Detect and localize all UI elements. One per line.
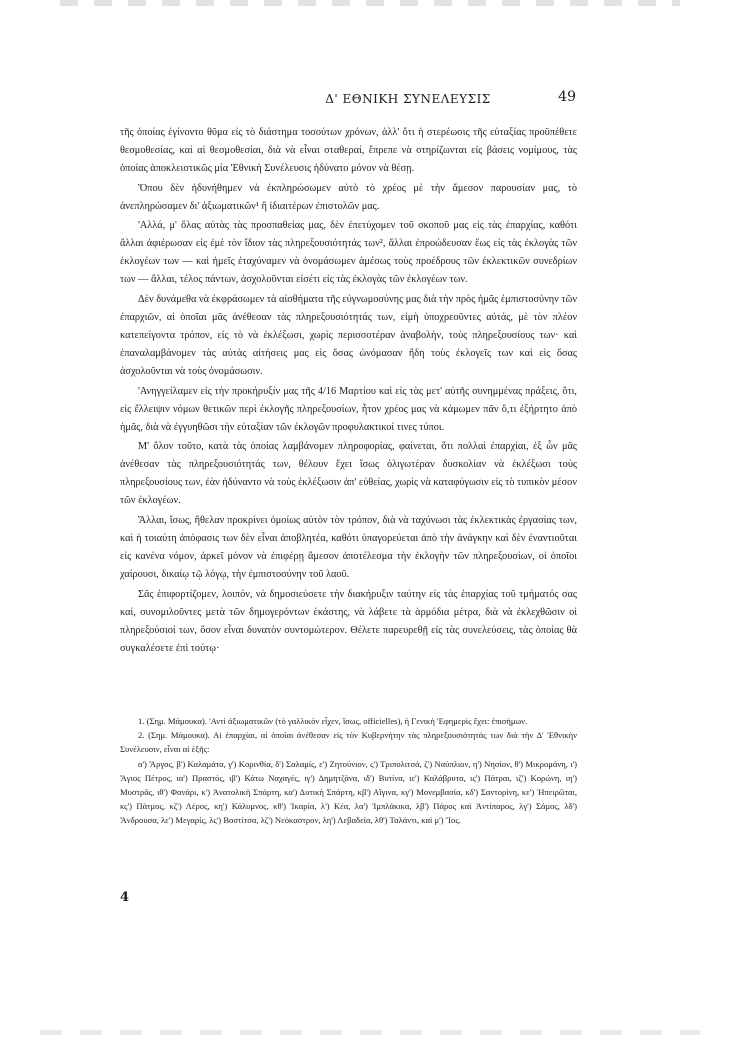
footnotes [120,714,577,828]
paragraph-2: Ὅπου δὲν ἠδυνήθημεν νὰ ἐκπληρώσωμεν αὐτὸ τὸ χρέος μὲ τὴν ἄμεσον παρουσίαν μας, τὸ ἀνεπληρώσαμεν δι' ἀξιωματικῶν¹ ἢ ἰδιαιτέρων ἐπιστολῶν μας. [120,182,577,212]
paragraph-1: τῆς ὁποίας ἐγίνοντο θῦμα εἰς τὸ διάστημα τοσούτων χρόνων, ἀλλ' ὅτι ἡ στερέωσις τῆς εὐταξίας προϋπέθετε θεσμοθεσίας, καὶ αἱ θεσμοθεσίαι, διὰ νὰ εἶναι σταθεραί, ἔπρεπε νὰ στηρίζωνται εἰς βάσεις νομίμους, τὰς ὁποίας ἀποκλειστικῶς μία 'Εθνικὴ Συνέλευσις ἠδύνατο μόνον νὰ θέσῃ. [120,127,577,175]
page-number: 49 [558,89,576,105]
paragraph-6: Μ' ὅλον τοῦτο, κατὰ τὰς ὁποίας λαμβάνομεν πληροφορίας, φαίνεται, ὅτι πολλαὶ ἐπαρχίαι, ἐξ ὧν μᾶς ἀνέθεσαν τὰς πληρεξουσιότητάς των, θέλουν ἔχει ἴσως ὀλιγωτέραν δυσκολίαν νὰ ἐκλέξωσι τοὺς πληρεξουσίους των, ἐὰν ἠδύναντο νὰ τοὺς ἐκλέξωσιν ἀπ' εὐθείας, χωρὶς νὰ καταφύγωσιν εἰς τὸ τυπικὸν μέσον τῶν ἐκλογέων. [120,441,577,507]
scan-artifact-bottom [40,1030,700,1035]
footnote-2: 2. (Σημ. Μάμουκα). Αἱ ἐπαρχίαι, αἱ ὁποῖαι ἀνέθεσαν εἰς τὸν Κυβερνήτην τὰς πληρεξουσιότητάς των διὰ τὴν Δ' 'Εθνικὴν Συνέλευσιν, εἶναι αἱ ἑξῆς: [120,730,577,755]
paragraph-4: Δὲν δυνάμεθα νὰ ἐκφράσωμεν τὰ αἰσθήματα τῆς εὐγνωμοσύνης μας διὰ τὴν πρὸς ἡμᾶς ἐμπιστοσύνην τῶν ἐπαρχιῶν, αἱ ὁποῖαι μᾶς ἀνέθεσαν τὰς πληρεξουσιότητάς των, εἰμὴ ὑποχρεοῦντες αὐτάς, μὲ τὸν πλέον κατεπείγοντα τρόπον, εἰς τὸ νὰ ἐκλέξωσι, χωρὶς περισσοτέραν ἀναβολήν, τοὺς πληρεξουσίους των· καὶ ἐπαναλαμβάνομεν τὰς αὐτὰς αἰτήσεις μας εἰς ὅσας ὠνόμασαν ἤδη τοὺς ἐκλογεῖς των καὶ εἰς ὅσας ἀσχολοῦνται νὰ τοὺς ὀνομάσωσιν. [120,293,577,378]
footnote-1: 1. (Σημ. Μάμουκα). 'Αντὶ ἀξιωματικῶν (τὸ γαλλικὸν εἶχεν, ἴσως, officielles), ἡ Γενικὴ 'Εφημερὶς ἔχει: ἐπισήμων. [138,716,528,726]
signature-mark: 4 [120,890,130,905]
paragraph-3: 'Αλλά, μ' ὅλας αὐτὰς τὰς προσπαθείας μας, δὲν ἐπετύχομεν τοῦ σκοποῦ μας εἰς τὰς ἐπαρχίας, καθότι ἄλλαι ἀφιέρωσαν εἰς ἐμὲ τὸν ἴδιον τὰς πληρεξουσιότητάς των², ἄλλαι ἐπροώδευσαν ἕως εἰς τὰς ἐκλογὰς τῶν ἐκλογέων των — καὶ ἡμεῖς ἐταχύναμεν νὰ ὀνομάσωμεν ἀμέσως τοὺς προέδρους τῶν ἐκλεκτικῶν συνεδρίων των — ἄλλαι, τέλος πάντων, ἀσχολοῦνται εἰσέτι εἰς τὰς ἐκλογὰς τῶν ἐκλογέων των. [120,220,577,286]
footnote-2-list: α') Ἄργος, β') Καλαμάτα, γ') Κορινθία, δ') Σαλαμίς, ε') Ζητούνιον, ς') Τριπολιτσά, ζ') Ναύπλιον, η') Νησίον, θ') Μικρομάνη, ι') Ἅγιος Πέτρος, ια') Πραστός, ιβ') Κάτω Ναχαγές, ιγ') Δημητζάνα, ιδ') Βυτίνα, ιε') Καλάβρυτα, ις') Πάτραι, ιζ') Κορώνη, ιη') Μυστρᾶς, ιθ') Φανάρι, κ') Ἀνατολικὴ Σπάρτη, κα') Δυτικὴ Σπάρτη, κβ') Αἴγινα, κγ') Μονεμβασία, κδ') Σαντορίνη, κε') Ἡπειρῶται, κς') Πάτμος, κζ') Λέρος, κη') Κάλυμνος, κθ') Ἰκαρία, λ') Κέα, λα') Ἰμπλάκικα, λβ') Πάρος καὶ Ἀντίπαρος, λγ') Σάμος, λδ') Ἄνδρουσα, λε') Μεγαρίς, λς') Βοστίτσα, λζ') Νεόκαστρον, λη') Λεβαδεία, λθ') Ταλάντι, καὶ μ') Ἴος. [120,758,577,826]
paragraph-5: 'Ανηγγείλαμεν εἰς τὴν προκήρυξίν μας τῆς 4/16 Μαρτίου καὶ εἰς τὰς μετ' αὐτῆς συνημμένας πράξεις, ὅτι, εἰς ἔλλειψιν νόμων θετικῶν περὶ ἐκλογῆς πληρεξουσίων, ἦτον χρέος μας νὰ κάμωμεν πᾶν ὅ,τι ἐξήρτητο ἀπὸ ἡμᾶς, διὰ νὰ ἐγγυηθῶσι τὴν εὐταξίαν τῶν ἐκλογῶν προφυλακτικοί τινες τύποι. [120,385,577,433]
main-text [120,124,577,659]
scan-artifact-top [60,0,680,6]
running-title: Δ' ΕΘΝΙΚΗ ΣΥΝΕΛΕΥΣΙΣ [325,92,491,106]
paragraph-8: Σᾶς ἐπιφορτίζομεν, λοιπόν, νὰ δημοσιεύσετε τὴν διακήρυξιν ταύτην εἰς τὰς ἐπαρχίας τοῦ τμήματός σας καί, συνομιλοῦντες μετὰ τῶν δημογερόντων ἑκάστης, νὰ λάβετε τὰ ἁρμόδια μέτρα, διὰ νὰ ἐκλεχθῶσιν οἱ πληρεξούσιοί των, ὅσον εἶναι δυνατὸν συντομώτερον. Θέλετε παρευρεθῇ εἰς τὰς συνελεύσεις, τὰς ὁποίας θὰ συγκαλέσετε ἐπὶ τούτῳ· [120,588,577,654]
paragraph-7: Ἄλλαι, ἴσως, ἤθελαν προκρίνει ὁμοίως αὐτὸν τὸν τρόπον, διὰ νὰ ταχύνωσι τὰς ἐκλεκτικὰς ἐργασίας των, καὶ ἡ τοιαύτη ἀπόφασις των δὲν εἶναι ἀποβλητέα, καθότι ὑπαγορεύεται ἀπὸ τὴν ἀνάγκην καὶ δὲν ἐναντιοῦται εἰς κανένα νόμον, ἀρκεῖ μόνον νὰ ἐπιφέρῃ ἄμεσον ἀποτέλεσμα τὴν ἐκλογὴν τῶν πληρεξουσίων, οἱ ὁποῖοι χαίρουσι, δικαίῳ τῷ λόγῳ, τὴν ἐμπιστοσύνην τοῦ λαοῦ. [120,514,577,581]
